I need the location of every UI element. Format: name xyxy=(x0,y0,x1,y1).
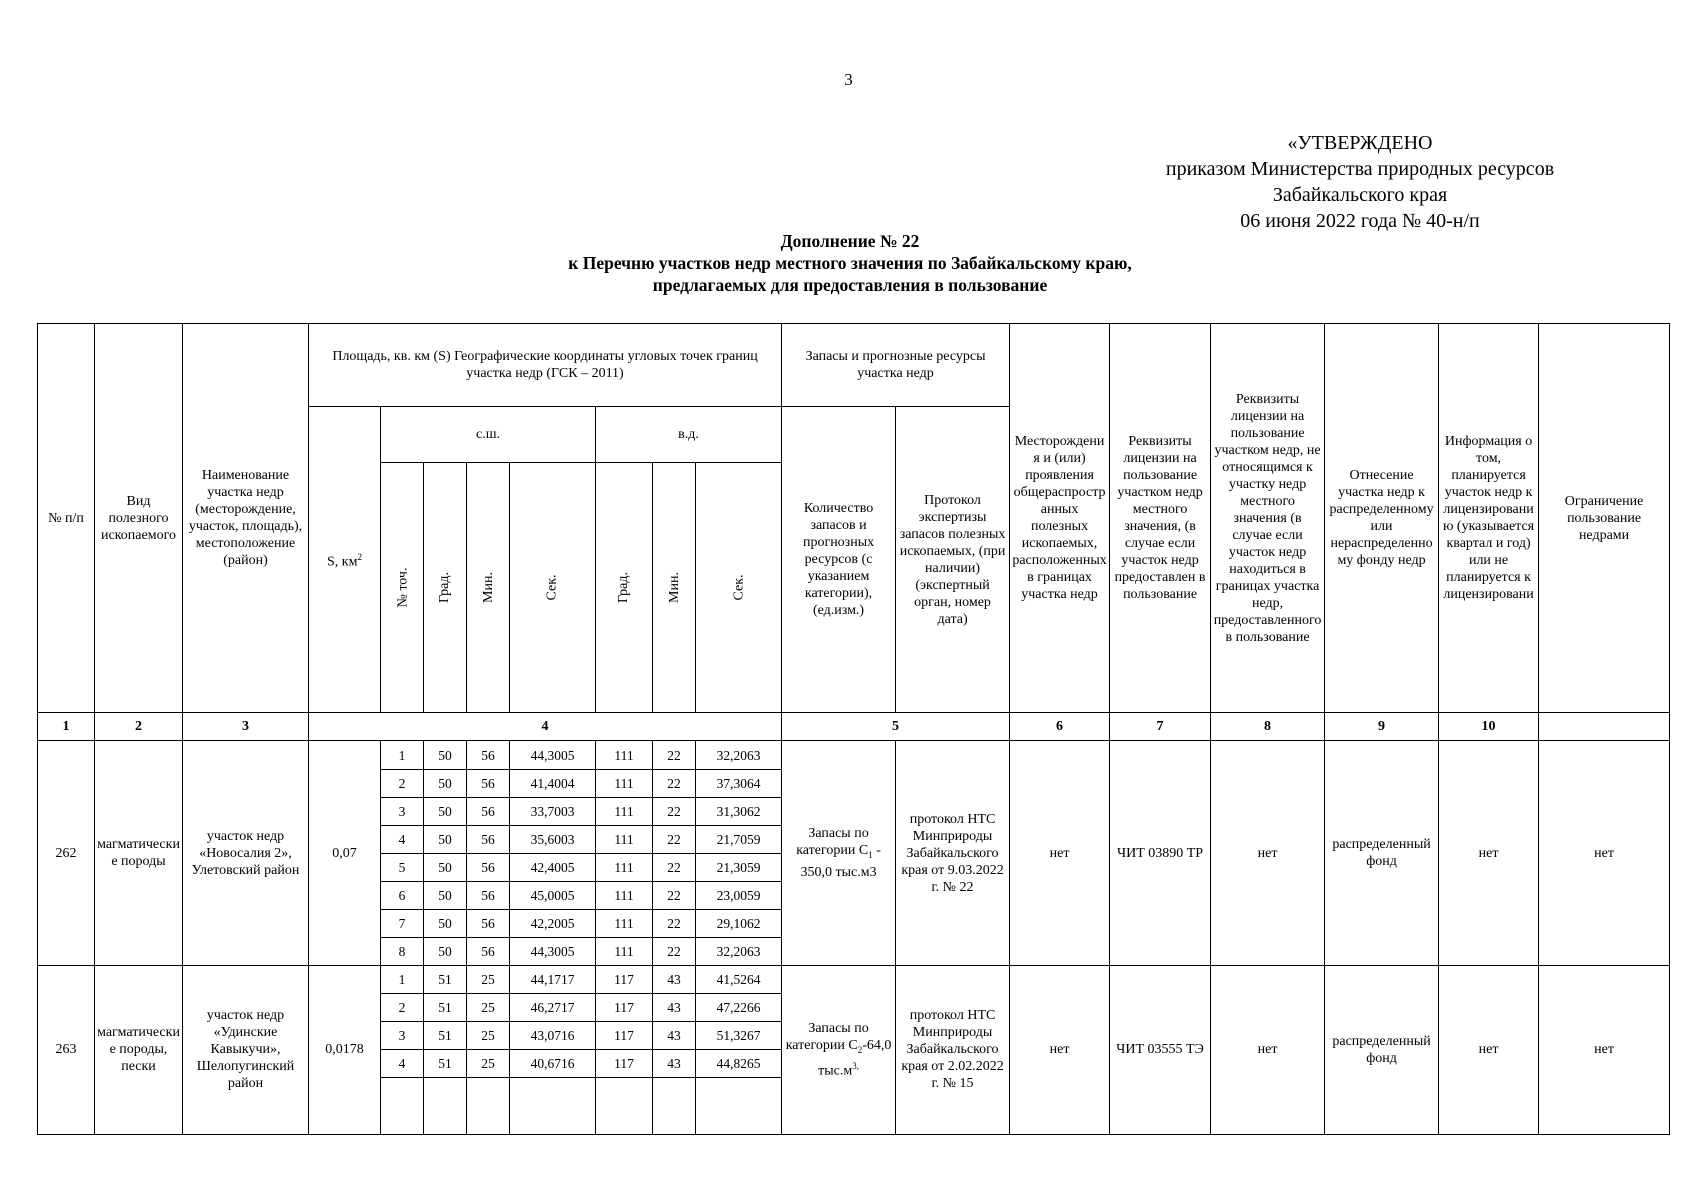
north-sec: 42,2005 xyxy=(510,909,596,937)
header-num: № п/п xyxy=(38,324,95,713)
north-sec: 41,4004 xyxy=(510,769,596,797)
reserves-category-sub: 2 xyxy=(857,1044,863,1055)
header-fund: Отнесение участка недр к распределенному или нераспределенному фонду недр xyxy=(1325,324,1439,713)
east-sec: 32,2063 xyxy=(696,937,782,965)
east-min: 22 xyxy=(653,909,696,937)
row-area: 0,07 xyxy=(309,741,381,965)
point-number: 2 xyxy=(381,993,424,1021)
east-sec: 44,8265 xyxy=(696,1049,782,1077)
north-sec: 46,2717 xyxy=(510,993,596,1021)
east-min: 22 xyxy=(653,769,696,797)
east-deg: 117 xyxy=(596,993,653,1021)
approval-line-1: «УТВЕРЖДЕНО xyxy=(1287,132,1433,154)
approval-line-2: приказом Министерства природных ресурсов xyxy=(1165,158,1555,180)
point-number: 1 xyxy=(381,965,424,993)
column-number xyxy=(1539,713,1670,741)
north-min: 25 xyxy=(467,1049,510,1077)
north-deg: 51 xyxy=(424,1021,467,1049)
east-sec: 47,2266 xyxy=(696,993,782,1021)
header-north: с.ш. xyxy=(381,407,596,463)
north-sec: 44,3005 xyxy=(510,741,596,769)
east-deg: 111 xyxy=(596,881,653,909)
point-number: 5 xyxy=(381,853,424,881)
east-sec: 37,3064 xyxy=(696,769,782,797)
east-min: 22 xyxy=(653,881,696,909)
reserves-unit-sup: 3, xyxy=(852,1061,859,1072)
row-license-local: ЧИТ 03555 ТЭ xyxy=(1110,965,1211,1134)
north-sec: 42,4005 xyxy=(510,853,596,881)
header-s-km xyxy=(309,407,381,713)
column-number: 6 xyxy=(1010,713,1110,741)
column-number: 10 xyxy=(1439,713,1539,741)
empty-cell xyxy=(381,1077,424,1134)
header-east-sec: Сек. xyxy=(696,463,782,713)
north-min: 56 xyxy=(467,797,510,825)
east-deg: 117 xyxy=(596,1021,653,1049)
east-min: 22 xyxy=(653,825,696,853)
column-number: 2 xyxy=(95,713,183,741)
east-deg: 111 xyxy=(596,853,653,881)
north-deg: 50 xyxy=(424,909,467,937)
header-reserves: Запасы и прогнозные ресурсы участка недр xyxy=(782,324,1010,407)
row-reserves xyxy=(782,741,896,965)
east-sec: 41,5264 xyxy=(696,965,782,993)
east-min: 43 xyxy=(653,993,696,1021)
header-s-km-sup: 2 xyxy=(357,551,362,562)
row-licensing: нет xyxy=(1439,965,1539,1134)
north-sec: 33,7003 xyxy=(510,797,596,825)
point-number: 6 xyxy=(381,881,424,909)
north-min: 56 xyxy=(467,909,510,937)
east-min: 43 xyxy=(653,1049,696,1077)
east-sec: 23,0059 xyxy=(696,881,782,909)
column-number: 8 xyxy=(1211,713,1325,741)
empty-cell xyxy=(510,1077,596,1134)
point-number: 7 xyxy=(381,909,424,937)
north-min: 56 xyxy=(467,937,510,965)
row-license-nonlocal: нет xyxy=(1211,741,1325,965)
approval-line-3: Забайкальского края xyxy=(1272,184,1448,206)
east-min: 22 xyxy=(653,741,696,769)
east-min: 43 xyxy=(653,1021,696,1049)
column-number: 9 xyxy=(1325,713,1439,741)
document-title xyxy=(380,230,1320,296)
east-sec: 21,7059 xyxy=(696,825,782,853)
empty-cell xyxy=(424,1077,467,1134)
east-deg: 111 xyxy=(596,741,653,769)
header-license-nonlocal: Реквизиты лицензии на пользование участком недр, не относящимся к участку недр местного значения (в случае если участок недр находиться в границах участка недр, предоставленного в пользование xyxy=(1211,324,1325,713)
row-restriction: нет xyxy=(1539,965,1670,1134)
approval-stamp xyxy=(1100,130,1620,234)
east-min: 43 xyxy=(653,965,696,993)
table-row xyxy=(38,741,1670,769)
row-license-local: ЧИТ 03890 ТР xyxy=(1110,741,1211,965)
header-protocol: Протокол экспертизы запасов полезных ископаемых, (при наличии) (экспертный орган, номер дата) xyxy=(896,407,1010,713)
east-deg: 111 xyxy=(596,937,653,965)
east-deg: 111 xyxy=(596,797,653,825)
north-sec: 44,1717 xyxy=(510,965,596,993)
header-quantity: Количество запасов и прогнозных ресурсов (с указанием категории), (ед.изм.) xyxy=(782,407,896,713)
row-protocol: протокол НТС Минприроды Забайкальского края от 9.03.2022 г. № 22 xyxy=(896,741,1010,965)
table-row xyxy=(38,965,1670,993)
north-min: 56 xyxy=(467,769,510,797)
point-number: 2 xyxy=(381,769,424,797)
header-east: в.д. xyxy=(596,407,782,463)
row-protocol: протокол НТС Минприроды Забайкальского края от 2.02.2022 г. № 15 xyxy=(896,965,1010,1134)
north-min: 56 xyxy=(467,881,510,909)
north-deg: 50 xyxy=(424,825,467,853)
east-min: 22 xyxy=(653,797,696,825)
point-number: 4 xyxy=(381,825,424,853)
north-min: 56 xyxy=(467,825,510,853)
north-sec: 40,6716 xyxy=(510,1049,596,1077)
east-sec: 32,2063 xyxy=(696,741,782,769)
header-name: Наименование участка недр (месторождение, участок, площадь), местоположение (район) xyxy=(183,324,309,713)
north-sec: 45,0005 xyxy=(510,881,596,909)
header-east-deg: Град. xyxy=(596,463,653,713)
subsoil-plots-table xyxy=(37,323,1670,1135)
east-deg: 117 xyxy=(596,1049,653,1077)
north-deg: 50 xyxy=(424,797,467,825)
row-deposits: нет xyxy=(1010,965,1110,1134)
empty-cell xyxy=(653,1077,696,1134)
east-sec: 51,3267 xyxy=(696,1021,782,1049)
row-area: 0,0178 xyxy=(309,965,381,1134)
north-min: 56 xyxy=(467,853,510,881)
row-fund: распределенный фонд xyxy=(1325,741,1439,965)
east-deg: 111 xyxy=(596,909,653,937)
north-deg: 51 xyxy=(424,965,467,993)
reserves-amount: - 350,0 тыс.м3 xyxy=(800,843,881,880)
empty-cell xyxy=(696,1077,782,1134)
header-north-min: Мин. xyxy=(467,463,510,713)
header-point-no: № точ. xyxy=(381,463,424,713)
north-sec: 44,3005 xyxy=(510,937,596,965)
page-number: 3 xyxy=(844,70,853,89)
north-deg: 50 xyxy=(424,853,467,881)
row-licensing: нет xyxy=(1439,741,1539,965)
header-s-km-label: S, км xyxy=(327,554,358,570)
reserves-amount: -64,0 тыс.м xyxy=(818,1037,892,1080)
row-reserves xyxy=(782,965,896,1134)
east-deg: 117 xyxy=(596,965,653,993)
title-line-3: предлагаемых для предоставления в пользование xyxy=(652,275,1048,295)
point-number: 8 xyxy=(381,937,424,965)
row-deposits: нет xyxy=(1010,741,1110,965)
column-number: 4 xyxy=(309,713,782,741)
north-min: 25 xyxy=(467,993,510,1021)
header-east-min: Мин. xyxy=(653,463,696,713)
empty-cell xyxy=(596,1077,653,1134)
north-min: 25 xyxy=(467,1021,510,1049)
row-fund: распределенный фонд xyxy=(1325,965,1439,1134)
approval-line-4: 06 июня 2022 года № 40-н/п xyxy=(1240,210,1480,232)
row-num: 263 xyxy=(38,965,95,1134)
row-restriction: нет xyxy=(1539,741,1670,965)
row-mineral: магматические породы xyxy=(95,741,183,965)
header-restriction: Ограничение пользование недрами xyxy=(1539,324,1670,713)
north-deg: 50 xyxy=(424,881,467,909)
north-sec: 43,0716 xyxy=(510,1021,596,1049)
north-sec: 35,6003 xyxy=(510,825,596,853)
reserves-text: Запасы по категории C xyxy=(796,826,869,859)
header-deposits: Месторождения и (или) проявления общераспространных полезных ископаемых, расположенных в границах участка недр xyxy=(1010,324,1110,713)
row-num: 262 xyxy=(38,741,95,965)
row-name: участок недр «Новосалия 2», Улетовский район xyxy=(183,741,309,965)
north-deg: 50 xyxy=(424,937,467,965)
north-deg: 50 xyxy=(424,769,467,797)
north-deg: 51 xyxy=(424,1049,467,1077)
east-sec: 31,3062 xyxy=(696,797,782,825)
east-deg: 111 xyxy=(596,769,653,797)
header-mineral: Вид полезного ископаемого xyxy=(95,324,183,713)
header-north-deg: Град. xyxy=(424,463,467,713)
point-number: 1 xyxy=(381,741,424,769)
east-min: 22 xyxy=(653,853,696,881)
empty-cell xyxy=(467,1077,510,1134)
north-deg: 50 xyxy=(424,741,467,769)
row-mineral: магматические породы, пески xyxy=(95,965,183,1134)
east-sec: 21,3059 xyxy=(696,853,782,881)
header-area-coords: Площадь, кв. км (S) Географические координаты угловых точек границ участка недр (ГСК – 2011) xyxy=(309,324,782,407)
column-numbers-row xyxy=(38,713,1670,741)
north-min: 25 xyxy=(467,965,510,993)
reserves-text: Запасы по категории C xyxy=(785,1020,869,1053)
east-deg: 111 xyxy=(596,825,653,853)
point-number: 4 xyxy=(381,1049,424,1077)
north-min: 56 xyxy=(467,741,510,769)
point-number: 3 xyxy=(381,797,424,825)
title-line-2: к Перечню участков недр местного значения по Забайкальскому краю, xyxy=(568,253,1132,273)
point-number: 3 xyxy=(381,1021,424,1049)
row-license-nonlocal: нет xyxy=(1211,965,1325,1134)
east-sec: 29,1062 xyxy=(696,909,782,937)
column-number: 3 xyxy=(183,713,309,741)
header-license-local: Реквизиты лицензии на пользование участком недр местного значения, (в случае если участок недр предоставлен в пользование xyxy=(1110,324,1211,713)
header-north-sec: Сек. xyxy=(510,463,596,713)
column-number: 7 xyxy=(1110,713,1211,741)
east-min: 22 xyxy=(653,937,696,965)
header-licensing-info: Информация о том, планируется участок недр к лицензированию (указывается квартал и год) или не планируется к лицензировани xyxy=(1439,324,1539,713)
column-number: 5 xyxy=(782,713,1010,741)
column-number: 1 xyxy=(38,713,95,741)
row-name: участок недр «Удинские Кавыкучи», Шелопугинский район xyxy=(183,965,309,1134)
title-line-1: Дополнение № 22 xyxy=(780,231,920,251)
north-deg: 51 xyxy=(424,993,467,1021)
reserves-category-sub: 1 xyxy=(868,850,873,860)
